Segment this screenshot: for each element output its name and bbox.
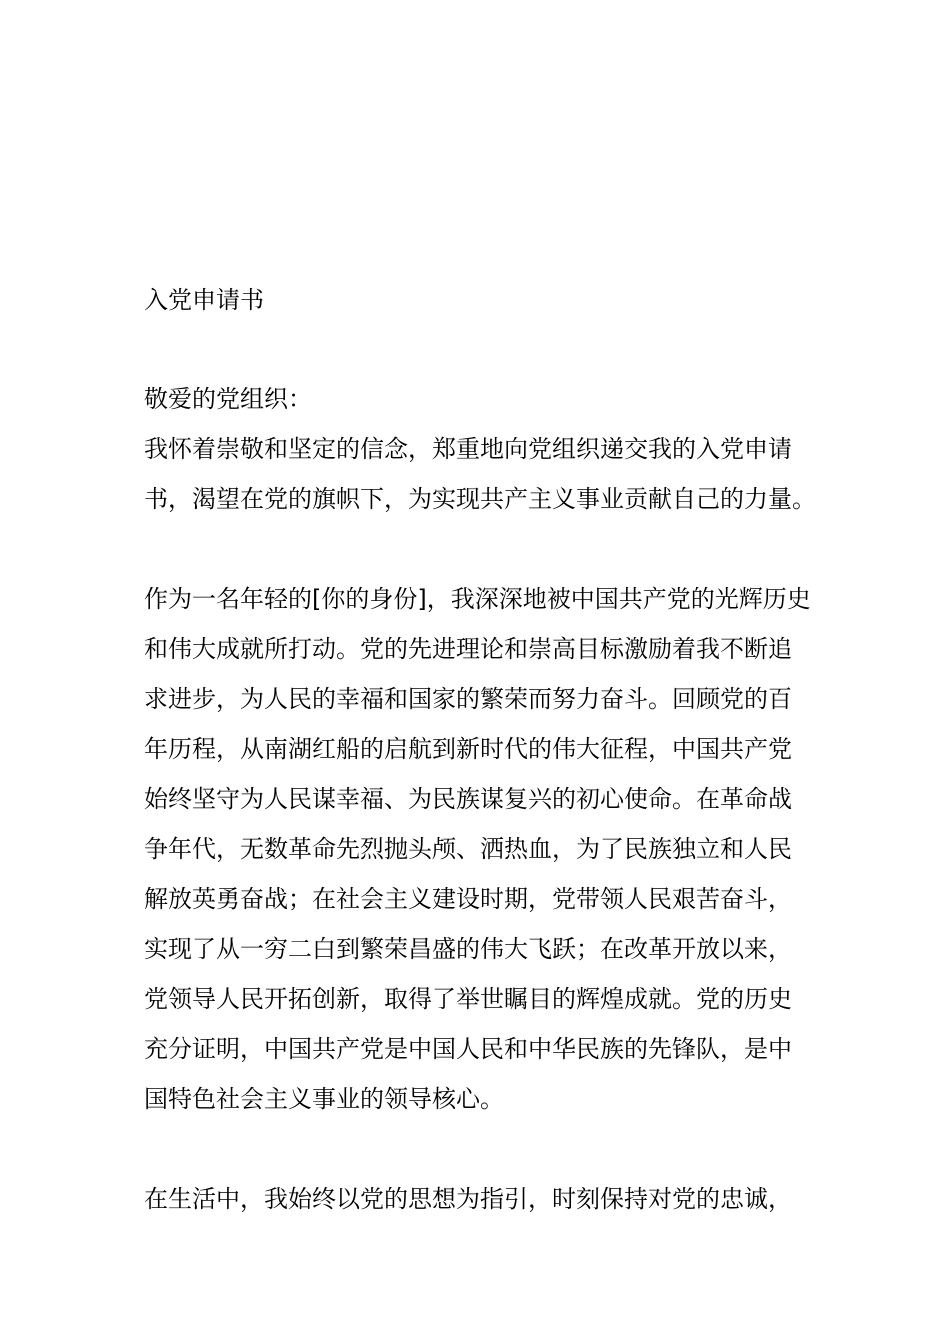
paragraph-2-line-9: 党领导人民开拓创新，取得了举世瞩目的辉煌成就。党的历史 xyxy=(144,985,792,1013)
paragraph-2-line-11: 国特色社会主义事业的领导核心。 xyxy=(144,1085,504,1113)
paragraph-2-line-8: 实现了从一穷二白到繁荣昌盛的伟大飞跃；在改革开放以来， xyxy=(144,935,792,963)
paragraph-1-line-1: 我怀着崇敬和坚定的信念，郑重地向党组织递交我的入党申请 xyxy=(144,435,792,463)
paragraph-1-line-2: 书，渴望在党的旗帜下，为实现共产主义事业贡献自己的力量。 xyxy=(144,485,816,513)
paragraph-2-line-3: 求进步，为人民的幸福和国家的繁荣而努力奋斗。回顾党的百 xyxy=(144,685,792,713)
paragraph-3-line-1: 在生活中，我始终以党的思想为指引，时刻保持对党的忠诚， xyxy=(144,1185,792,1213)
paragraph-2-line-2: 和伟大成就所打动。党的先进理论和崇高目标激励着我不断追 xyxy=(144,635,792,663)
paragraph-2-line-6: 争年代，无数革命先烈抛头颅、洒热血，为了民族独立和人民 xyxy=(144,835,792,863)
paragraph-2-line-10: 充分证明，中国共产党是中国人民和中华民族的先锋队，是中 xyxy=(144,1035,792,1063)
document-title: 入党申请书 xyxy=(144,286,264,314)
paragraph-2-line-7: 解放英勇奋战；在社会主义建设时期，党带领人民艰苦奋斗， xyxy=(144,885,792,913)
paragraph-2-line-1: 作为一名年轻的[你的身份]，我深深地被中国共产党的光辉历史 xyxy=(144,585,811,613)
paragraph-2-line-4: 年历程，从南湖红船的启航到新时代的伟大征程，中国共产党 xyxy=(144,735,792,763)
paragraph-2-line-5: 始终坚守为人民谋幸福、为民族谋复兴的初心使命。在革命战 xyxy=(144,785,792,813)
salutation: 敬爱的党组织： xyxy=(144,385,312,413)
